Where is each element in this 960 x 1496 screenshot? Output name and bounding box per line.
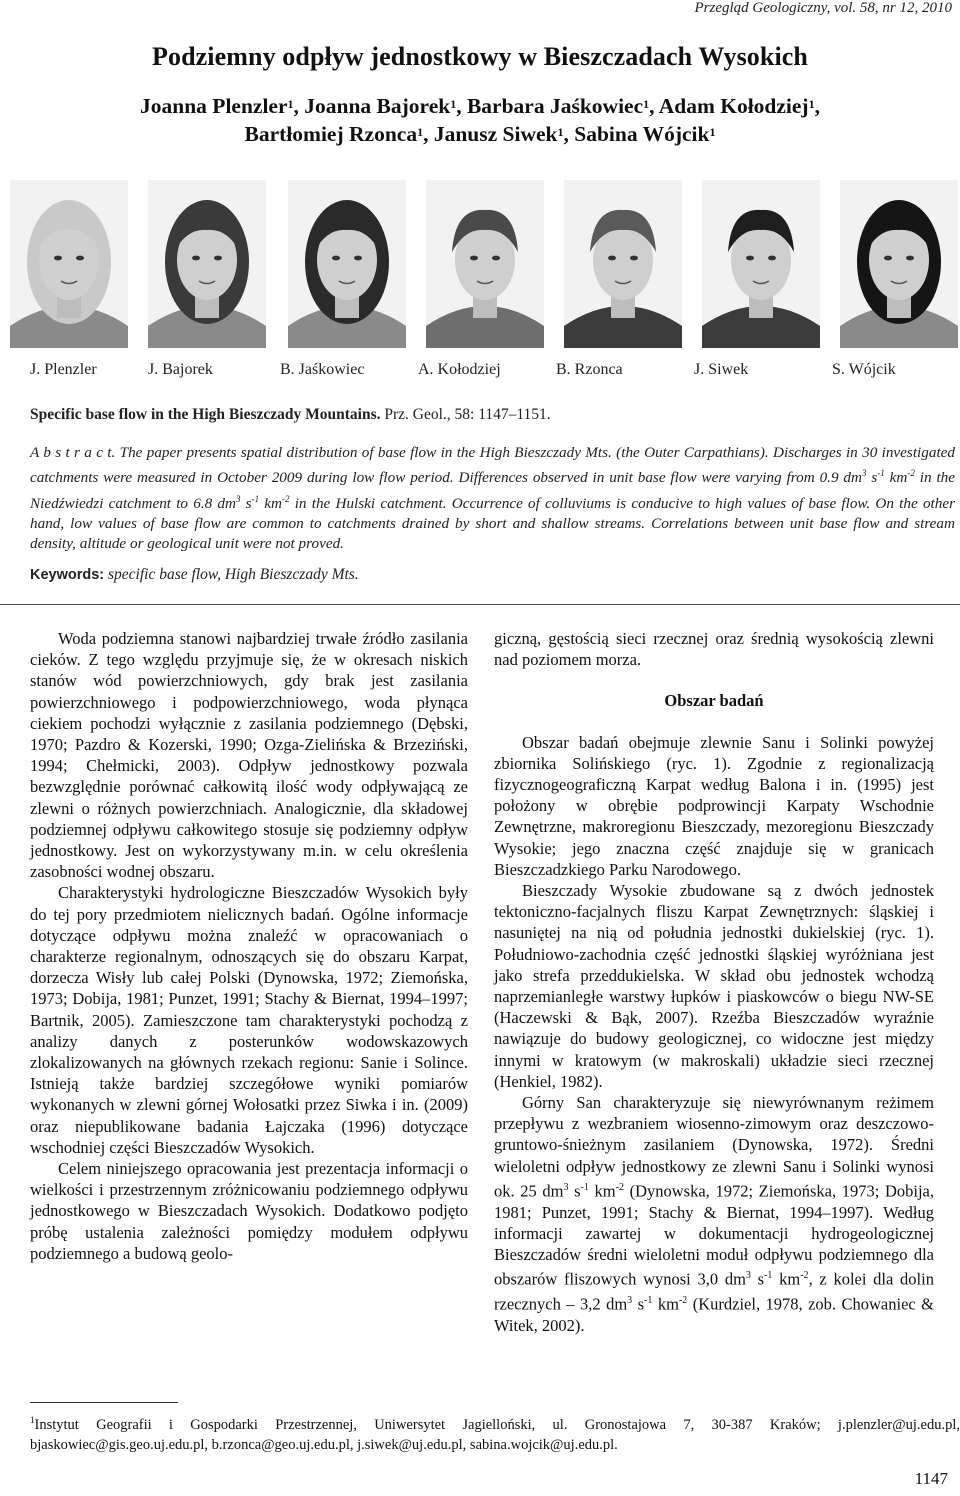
paragraph: Bieszczady Wysokie zbudowane są z dwóch jednostek tektoniczno-facjalnych fliszu Karpat Zewnętrznych: śląskiej i nasuniętej na nią od południa jednostki dukielskiej (ryc. 1). Południowo-zachodnia część jednostki śląskiej wyróżniana jest jako strefa przeddukielska. W skład obu jednostek wchodzą naprzemianległe warstwy łupków i piaskowców o biegu NW-SE (Haczewski & Bąk, 2007). Rzeźba Bieszczadów wyraźnie nawiązuje do budowy geologicznej, co widoczne jest między innymi w kratowym (w makroskali) układzie sieci rzecznej (Henkiel, 1982).: [494, 881, 934, 1091]
page-number: 1147: [914, 1469, 948, 1488]
abstract-label: A b s t r a c t.: [30, 444, 116, 461]
article-title: Podziemny odpływ jednostkowy w Bieszczadach Wysokich: [152, 42, 808, 71]
paragraph: Górny San charakteryzuje się niewyrównanym reżimem przepływu z wezbraniem wiosenno-zimowym oraz deszczowo-gruntowo-śnieżnym zasilaniem (Dynowska, 1972). Średni wieloletni odpływ jednostkowy ze zlewni Sanu i Solinki wynosi ok. 25 $dm^3$ $s^{-1}$ $km^{-2}$ (Dynowska, 1972; Ziemońska, 1973; Dobija, 1981; Punzet, 1991; Stachy & Biernat, 1994–1997). Według informacji zawartej w dokumentacji hydrogeologicznej Bieszczadów średni wieloletni moduł odpływu podziemnego dla obszarów fliszowych wynosi 3,0 $dm^3$ $s^{-1}$ $km^{-2}$, z kolei dla dolin rzecznych – 3,2 $dm^3$ $s^{-1}$ $km^{-2}$ (Kurdziel, 1978, zob. Chowaniec & Witek, 2002).: [494, 1093, 935, 1335]
citation-source: Prz. Geol., 58: 1147–1151.: [384, 406, 551, 423]
author-photo: [426, 180, 544, 350]
author-photo: [148, 180, 266, 350]
citation: [30, 406, 551, 424]
author-photo: [10, 180, 128, 350]
citation-title: Specific base flow in the High Bieszczady Mountains.: [30, 406, 381, 423]
keywords-label: Keywords:: [30, 567, 105, 583]
paragraph: Woda podziemna stanowi najbardziej trwałe źródło zasilania cieków. Z tego względu przyjmuje się, że w okresach niskich stanów wód powierzchniowych, gdy brak jest zasilania powierzchniowego i podpowierzchniowego, woda płynąca ciekiem pochodzi wyłącznie z zasilania podziemnego (Dębski, 1970; Pazdro & Kozerski, 1990; Ozga-Zielińska & Brzeziński, 1994; Chełmicki, 2003). Odpływ jednostkowy pozwala bezwzględnie porównać całkowitą ilość wody odpływającą ze zlewni o różnych powierzchniach. Analogicznie, dla składowej podziemnej odpływu całkowitego stosuje się podziemny odpływ jednostkowy. Jest on wykorzystywany m.in. w celu określenia zasobności wodnej obszaru.: [30, 629, 468, 882]
paragraph: giczną, gęstością sieci rzecznej oraz średnią wysokością zlewni nad poziomem morza.: [494, 629, 934, 670]
keywords: [30, 566, 359, 584]
journal-header: Przegląd Geologiczny, vol. 58, nr 12, 2010: [694, 0, 952, 16]
paragraph: Charakterystyki hydrologiczne Bieszczadów Wysokich były do tej pory przedmiotem nielicznych badań. Ogólne informacje dotyczące odpływu można znaleźć w opracowaniach o charakterze regionalnym, odnoszących się do obszaru Karpat, dorzecza Wisły lub całej Polski (Dynowska, 1972; Ziemońska, 1973; Dobija, 1981; Punzet, 1991; Stachy & Biernat, 1994–1997; Bartnik, 2005). Zamieszczone tam charakterystyki pochodzą z analizy danych z posterunków wodowskazowych zlokalizowanych na głównych rzekach regionu: Sanie i Solince. Istnieją także bardziej szczegółowe wyniki pomiarów wykonanych w zlewni górnej Wołosatki przez Siwka i in. (2009) oraz niepublikowane badania Łajczaka (1996) dotyczące wschodniej części Bieszczadów Wysokich.: [30, 883, 468, 1157]
footnote-rule: [30, 1402, 178, 1403]
author-photo: [288, 180, 406, 350]
body-column-left: [30, 628, 468, 1264]
authors-line-1: Joanna Plenzler$^1$, Joanna Bajorek$^1$, Barbara Jaśkowiec$^1$, Adam Kołodziej$^1$,: [140, 94, 820, 118]
paragraph: Obszar badań obejmuje zlewnie Sanu i Solinki powyżej zbiornika Solińskiego (ryc. 1). Zgodnie z regionalizacją fizycznogeograficzną Karpat według Balona i in. (1995) jest położony w obrębie podprowincji Karpaty Wschodnie Zewnętrzne, makroregionu Bieszczady, mezoregionu Bieszczady Wysokie; jego znaczna część znajduje się w granicach Bieszczadzkiego Parku Narodowego.: [494, 732, 934, 879]
keywords-text: specific base flow, High Bieszczady Mts.: [108, 566, 359, 583]
paragraph: Celem niniejszego opracowania jest prezentacja informacji o wielkości i przestrzennym zróżnicowaniu podziemnego odpływu jednostkowego w Bieszczadach Wysokich. Dodatkowo podjęto próbę ustalenia zależności pomiędzy modułem odpływu podziemnego a budową geolo-: [30, 1159, 468, 1263]
authors-line-2: Bartłomiej Rzonca$^1$, Janusz Siwek$^1$, Sabina Wójcik$^1$: [244, 122, 716, 146]
author-photo: [564, 180, 682, 350]
body-column-right: [494, 628, 934, 1336]
photo-caption: J. Siwek: [694, 361, 749, 378]
photo-caption: J. Plenzler: [30, 361, 97, 378]
photo-caption: A. Kołodziej: [418, 361, 501, 378]
section-divider: [0, 604, 960, 605]
photo-caption: B. Jaśkowiec: [280, 361, 365, 378]
section-heading: Obszar badań: [664, 691, 764, 711]
abstract: A b s t r a c t. The paper presents spatial distribution of base flow in the High Bieszczady Mts. (the Outer Carpathians). Discharges in 30 investigated catchments were measured in October 2009 during low flow period. Differences observed in unit base flow were varying from 0.9 $dm^3$ $s^{-1}$ $km^{-2}$ in the Niedźwiedzi catchment to 6.8 $dm^3$ $s^{-1}$ $km^{-2}$ in the Hulski catchment. Occurrence of colluviums is conducive to high values of base flow. On the other hand, low values of base flow are common to catchments drained by short and shallow streams. Correlations between unit base flow and stream density, altitude or geological unit were not proved.: [30, 444, 956, 553]
photo-caption: B. Rzonca: [556, 361, 623, 378]
photo-caption: J. Bajorek: [148, 361, 213, 378]
photo-caption: S. Wójcik: [832, 361, 896, 378]
author-photo: [840, 180, 958, 350]
author-list: [0, 92, 960, 148]
author-photo: [702, 180, 820, 350]
footnote: $^1$Instytut Geografii i Gospodarki Przestrzennej, Uniwersytet Jagielloński, ul. Gronostajowa 7, 30-387 Kraków; j.plenzler@uj.edu.pl, bjaskowiec@gis.geo.uj.edu.pl, b.rzonca@geo.uj.edu.pl, j.siwek@uj.edu.pl, sabina.wojcik@uj.edu.pl.: [30, 1415, 960, 1454]
